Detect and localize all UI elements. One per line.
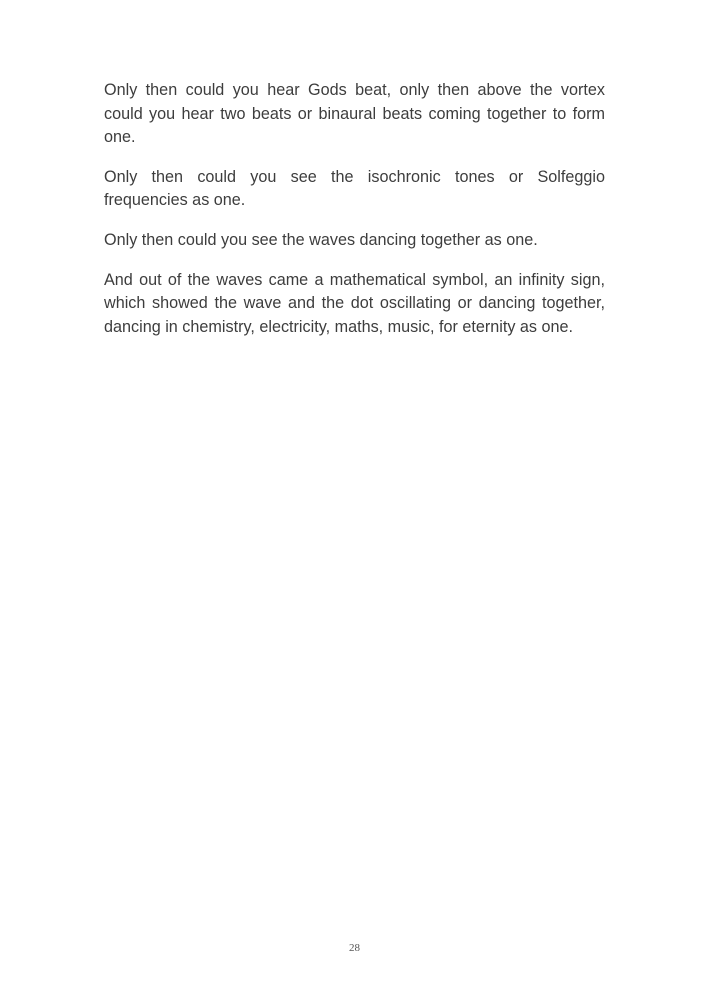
paragraph-3: Only then could you see the waves dancing together as one.: [104, 230, 538, 249]
paragraph-1: Only then could you hear Gods beat, only then above the vortex could you hear two beats or binaural beats coming together to form one.: [104, 81, 605, 147]
body-text: [104, 79, 605, 355]
paragraph-4: And out of the waves came a mathematical symbol, an infinity sign, which showed the wave and the dot oscillating or dancing together, dancing in chemistry, electricity, maths, music, for eternity as one.: [104, 270, 605, 336]
page-number: 28: [349, 942, 360, 954]
paragraph-2: Only then could you see the isochronic tones or Solfeggio frequencies as one.: [104, 167, 605, 210]
